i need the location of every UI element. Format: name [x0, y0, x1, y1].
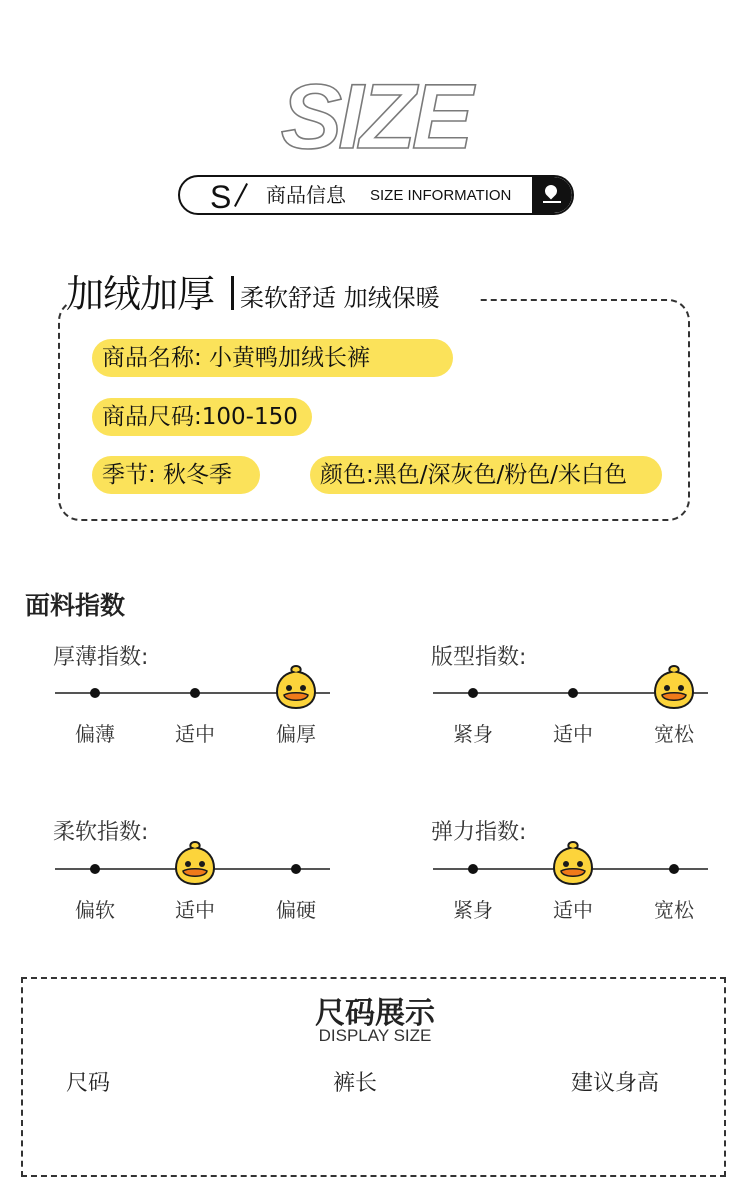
scale-label: 偏厚	[276, 722, 316, 746]
season-tag: 季节: 秋冬季	[92, 456, 260, 494]
scale-label: 适中	[175, 898, 215, 922]
product-name-tag: 商品名称: 小黄鸭加绒长裤	[92, 339, 453, 377]
scale-dot	[90, 688, 100, 698]
scale-dot	[669, 864, 679, 874]
index-title: 版型指数:	[431, 645, 527, 670]
banner-en-title: SIZE INFORMATION	[370, 187, 512, 204]
info-title: 加绒加厚	[66, 272, 215, 316]
column-header-height: 建议身高	[571, 1071, 660, 1096]
scale-dot	[190, 688, 200, 698]
column-header-size: 尺码	[66, 1071, 111, 1096]
scale-label: 偏软	[75, 898, 115, 922]
index-title: 厚薄指数:	[53, 645, 149, 670]
color-tag: 颜色:黑色/深灰色/粉色/米白色	[310, 456, 662, 494]
size-information-banner	[178, 175, 574, 215]
banner-slash	[234, 183, 248, 207]
column-header-length: 裤长	[333, 1071, 378, 1096]
scale-dot	[468, 688, 478, 698]
scale-label: 宽松	[654, 898, 694, 922]
banner-letter: S	[210, 179, 232, 215]
scale-dot	[568, 688, 578, 698]
size-heading: SIZE	[280, 66, 470, 168]
duck-marker-icon	[269, 662, 323, 710]
display-size-subtitle: DISPLAY SIZE	[318, 1026, 432, 1045]
scale-dot	[468, 864, 478, 874]
index-title: 柔软指数:	[53, 820, 149, 845]
scale-label: 宽松	[654, 722, 694, 746]
info-subtitle: 柔软舒适 加绒保暖	[240, 284, 440, 312]
duck-marker-icon	[647, 662, 701, 710]
scale-label: 紧身	[453, 898, 493, 922]
duck-marker-icon	[168, 838, 222, 886]
duck-marker-icon	[546, 838, 600, 886]
scale-label: 紧身	[453, 722, 493, 746]
scale-label: 适中	[553, 722, 593, 746]
product-size-tag: 商品尺码:100-150	[92, 398, 312, 436]
scale-label: 适中	[175, 722, 215, 746]
scale-dot	[291, 864, 301, 874]
scale-label: 偏硬	[276, 898, 316, 922]
display-size-title: 尺码展示	[315, 996, 435, 1031]
index-title: 弹力指数:	[431, 820, 527, 845]
fabric-index-title: 面料指数	[25, 591, 126, 620]
scale-label: 偏薄	[75, 722, 115, 746]
banner-cn-title: 商品信息	[266, 183, 346, 207]
scale-dot	[90, 864, 100, 874]
location-pin-icon	[532, 177, 572, 213]
scale-label: 适中	[553, 898, 593, 922]
title-divider	[231, 276, 234, 310]
